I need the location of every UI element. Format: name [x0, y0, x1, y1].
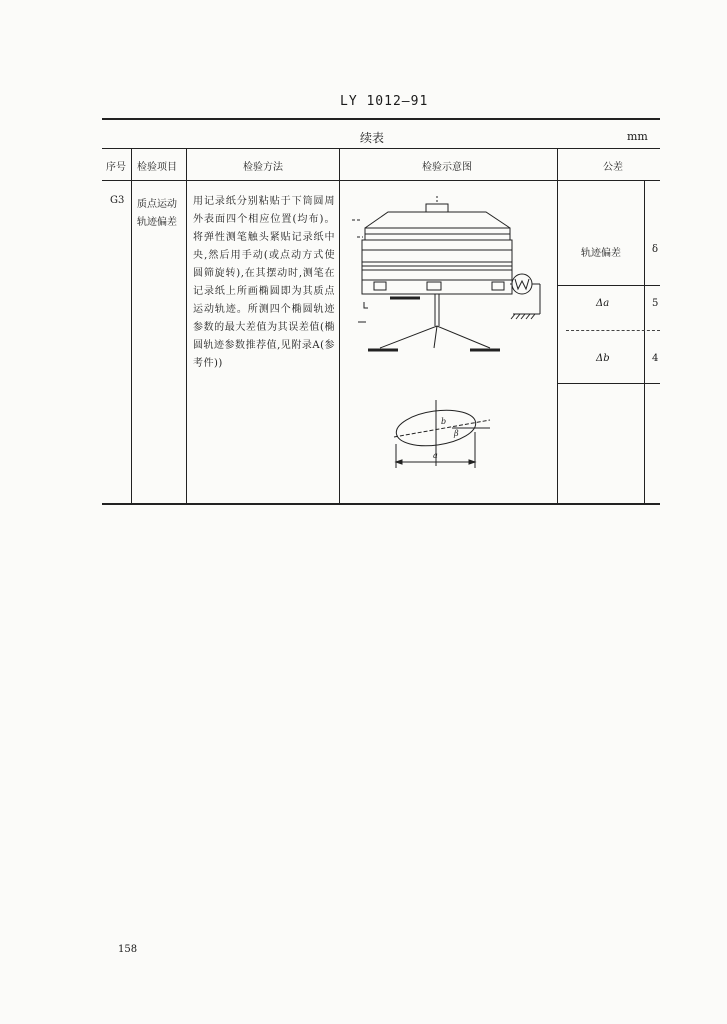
- tolerance-value-delta-b: 4: [652, 353, 659, 364]
- header-item: 检验项目: [137, 162, 177, 173]
- lower-drum: [362, 250, 512, 298]
- standard-code: LY 1012—91: [340, 94, 429, 109]
- label-beta: β: [454, 429, 459, 438]
- inspection-diagram: [340, 182, 557, 482]
- continuation-title: 续表: [360, 131, 385, 145]
- col-divider-4: [557, 148, 558, 504]
- col-divider-1: [131, 148, 132, 504]
- tolerance-rule-2: [557, 383, 660, 384]
- item-name-line1: 质点运动: [137, 199, 177, 210]
- item-name-line2: 轨迹偏差: [137, 217, 177, 228]
- tolerance-rule-1: [557, 285, 660, 286]
- unit-label: mm: [627, 130, 648, 143]
- header-no: 序号: [106, 162, 126, 173]
- tolerance-name-delta-a: Δa: [596, 298, 610, 309]
- col-divider-5: [644, 180, 645, 504]
- header-diagram: 检验示意图: [422, 162, 472, 173]
- method-text: 用记录纸分别粘贴于下筒圆周外表面四个相应位置(均布)。将弹性测笔触头紧贴记录纸中央,然后用手动(或点动方式使圆筛旋转),在其摆动时,测笔在记录纸上所画椭圆即为其质点运动轨迹。所测四个椭圆轨迹参数的最大差值为其误差值(椭圆轨迹参数推荐值,见附录A(参考件)): [193, 196, 335, 369]
- tolerance-value-delta-a: 5: [652, 298, 659, 309]
- header-tolerance: 公差: [603, 162, 623, 173]
- tolerance-name-trajectory: 轨迹偏差: [581, 248, 621, 259]
- header-method: 检验方法: [243, 162, 283, 173]
- tolerance-dashed-rule: [566, 330, 660, 331]
- sieve-upper-body: [352, 220, 512, 250]
- label-a: a: [433, 451, 438, 460]
- sieve-top-cap: [365, 196, 510, 228]
- tolerance-name-delta-b: Δb: [596, 353, 610, 364]
- page-number: 158: [118, 944, 138, 955]
- ellipse-trajectory: [394, 400, 490, 468]
- col-divider-2: [186, 148, 187, 504]
- dial-indicator: [510, 274, 540, 319]
- support-stand: [358, 294, 500, 350]
- row-number: G3: [110, 195, 125, 206]
- tolerance-value-trajectory: δ: [652, 244, 659, 255]
- table-top-rule: [102, 118, 660, 120]
- label-b: b: [441, 417, 447, 426]
